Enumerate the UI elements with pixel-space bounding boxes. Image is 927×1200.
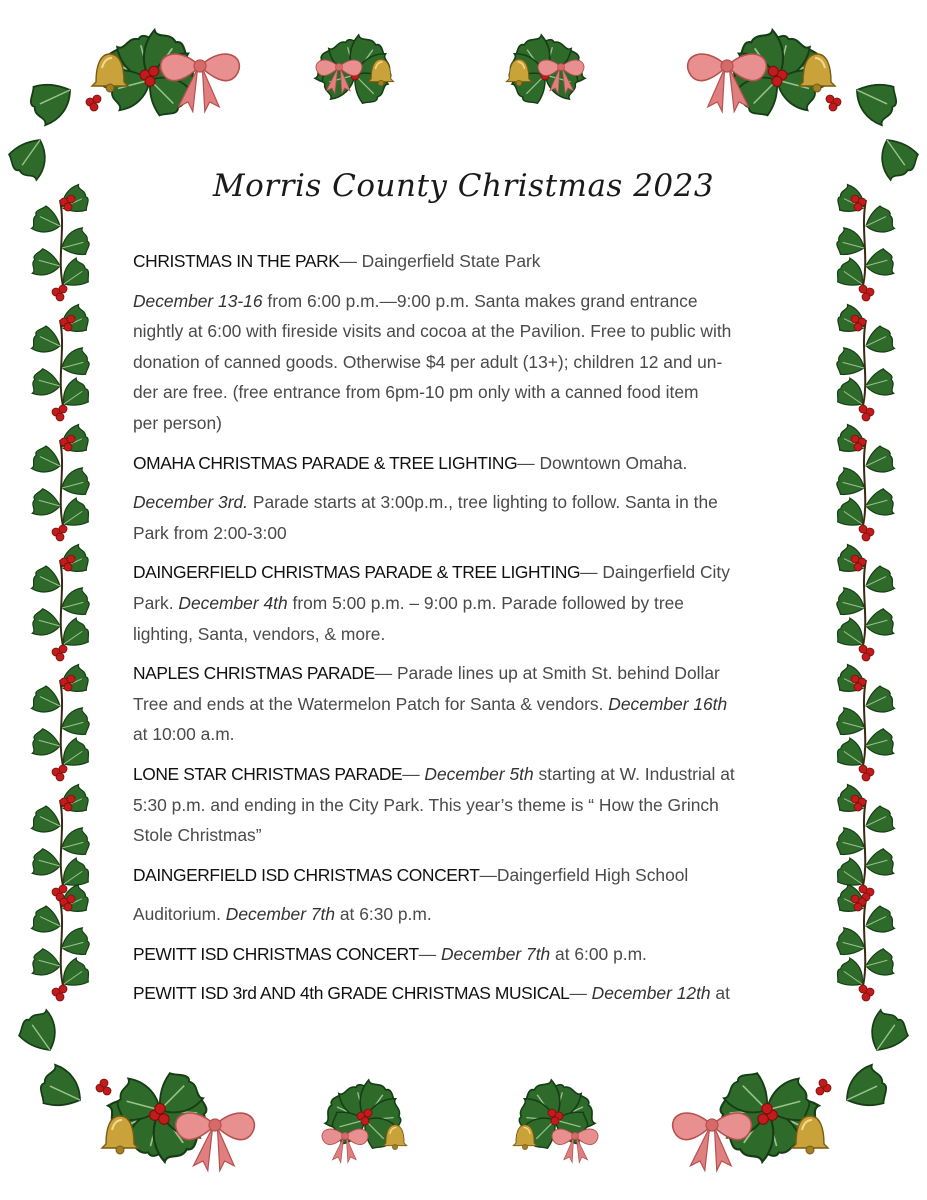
event-line — [133, 939, 793, 970]
event-line — [133, 790, 793, 821]
event-text: starting at W. Industrial at — [533, 763, 735, 784]
event-paragraph — [133, 759, 793, 851]
corner-decoration-top-right — [688, 28, 923, 182]
event-paragraph — [133, 246, 793, 277]
event-text: —Daingerfield High School — [479, 864, 689, 885]
event-text: — — [569, 983, 592, 1004]
event-heading: PEWITT ISD 3rd AND 4th GRADE CHRISTMAS MUSICAL — [133, 983, 570, 1004]
event-date: December 3rd. — [133, 492, 249, 513]
event-line — [133, 557, 793, 588]
event-paragraph — [133, 487, 793, 548]
event-date: December 5th — [424, 763, 534, 784]
event-heading: CHRISTMAS IN THE PARK — [133, 251, 340, 271]
event-text: at 6:00 p.m. — [550, 943, 647, 964]
event-line — [133, 408, 793, 439]
event-paragraph — [133, 860, 793, 891]
event-heading: DAINGERFIELD CHRISTMAS PARADE & TREE LIGHTING — [133, 562, 581, 583]
event-text: der are free. (free entrance from 6pm-10 pm only with a canned food item — [133, 382, 699, 403]
event-heading: LONE STAR CHRISTMAS PARADE — [133, 763, 403, 784]
event-line — [133, 820, 793, 851]
event-text: — Parade lines up at Smith St. behind Dollar — [374, 663, 720, 684]
corner-decoration-top-left — [4, 28, 239, 182]
event-line — [133, 246, 793, 277]
event-paragraph — [133, 557, 793, 649]
event-date: December 7th — [225, 904, 336, 925]
event-text: 5:30 p.m. and ending in the City Park. This year’s theme is “ How the Grinch — [133, 794, 719, 815]
event-line — [133, 377, 793, 408]
event-line — [133, 978, 793, 1009]
event-text: from 6:00 p.m.—9:00 p.m. Santa makes grand entrance — [262, 290, 698, 311]
corner-decoration-bottom-left — [14, 1008, 209, 1164]
left-border-sprigs — [30, 184, 94, 1001]
event-text: Auditorium. — [133, 904, 226, 925]
event-paragraph — [133, 978, 793, 1009]
event-heading: OMAHA CHRISTMAS PARADE & TREE LIGHTING — [133, 452, 518, 473]
event-date: December 12th — [591, 983, 711, 1004]
event-text: Stole Christmas” — [133, 825, 262, 846]
top-decoration-left — [313, 33, 393, 108]
event-line — [133, 448, 793, 479]
event-text: Parade starts at 3:00p.m., tree lighting to follow. Santa in the — [248, 492, 718, 513]
event-date: December 13-16 — [133, 290, 263, 311]
event-date: December 4th — [178, 592, 288, 613]
event-heading: DAINGERFIELD ISD CHRISTMAS CONCERT — [133, 864, 480, 885]
event-text: nightly at 6:00 with fireside visits and cocoa at the Pavilion. Free to public with — [133, 321, 732, 342]
event-paragraph — [133, 448, 793, 479]
page-title: Morris County Christmas 2023 — [212, 168, 715, 204]
event-date: December 16th — [608, 693, 728, 714]
event-text: Park. — [133, 592, 179, 613]
event-text: Park from 2:00-3:00 — [133, 522, 287, 543]
right-border-sprigs — [832, 184, 896, 1001]
event-line — [133, 316, 793, 347]
event-line — [133, 899, 793, 930]
event-list — [133, 246, 793, 1018]
event-text: at 10:00 a.m. — [133, 724, 235, 745]
event-text: per person) — [133, 412, 222, 433]
bottom-decoration-right — [513, 1078, 598, 1162]
event-line — [133, 518, 793, 549]
event-paragraph — [133, 658, 793, 750]
event-heading: NAPLES CHRISTMAS PARADE — [133, 663, 375, 684]
event-line — [133, 286, 793, 317]
event-text: — — [418, 943, 441, 964]
event-line — [133, 658, 793, 689]
event-line — [133, 588, 793, 619]
event-text: at 6:30 p.m. — [335, 904, 432, 925]
event-text: — — [402, 763, 425, 784]
event-paragraph — [133, 286, 793, 439]
event-text: Tree and ends at the Watermelon Patch for Santa & vendors. — [133, 693, 609, 714]
event-text: from 5:00 p.m. – 9:00 p.m. Parade followed by tree — [287, 592, 684, 613]
event-text: — Downtown Omaha. — [517, 452, 688, 473]
event-date: December 7th — [440, 943, 551, 964]
event-line — [133, 619, 793, 650]
event-text: — Daingerfield State Park — [339, 251, 541, 271]
event-text: — Daingerfield City — [580, 562, 730, 583]
event-line — [133, 487, 793, 518]
top-decoration-right — [506, 33, 586, 108]
event-paragraph — [133, 939, 793, 970]
event-text: at — [710, 983, 730, 1004]
event-line — [133, 689, 793, 720]
event-line — [133, 347, 793, 378]
event-line — [133, 719, 793, 750]
event-line — [133, 759, 793, 790]
event-text: lighting, Santa, vendors, & more. — [133, 623, 386, 644]
corner-decoration-bottom-right — [718, 1008, 913, 1164]
event-paragraph — [133, 899, 793, 930]
event-line — [133, 860, 793, 891]
event-heading: PEWITT ISD CHRISTMAS CONCERT — [133, 943, 419, 964]
event-text: donation of canned goods. Otherwise $4 per adult (13+); children 12 and un- — [133, 351, 723, 372]
bottom-decoration-left — [322, 1078, 407, 1162]
